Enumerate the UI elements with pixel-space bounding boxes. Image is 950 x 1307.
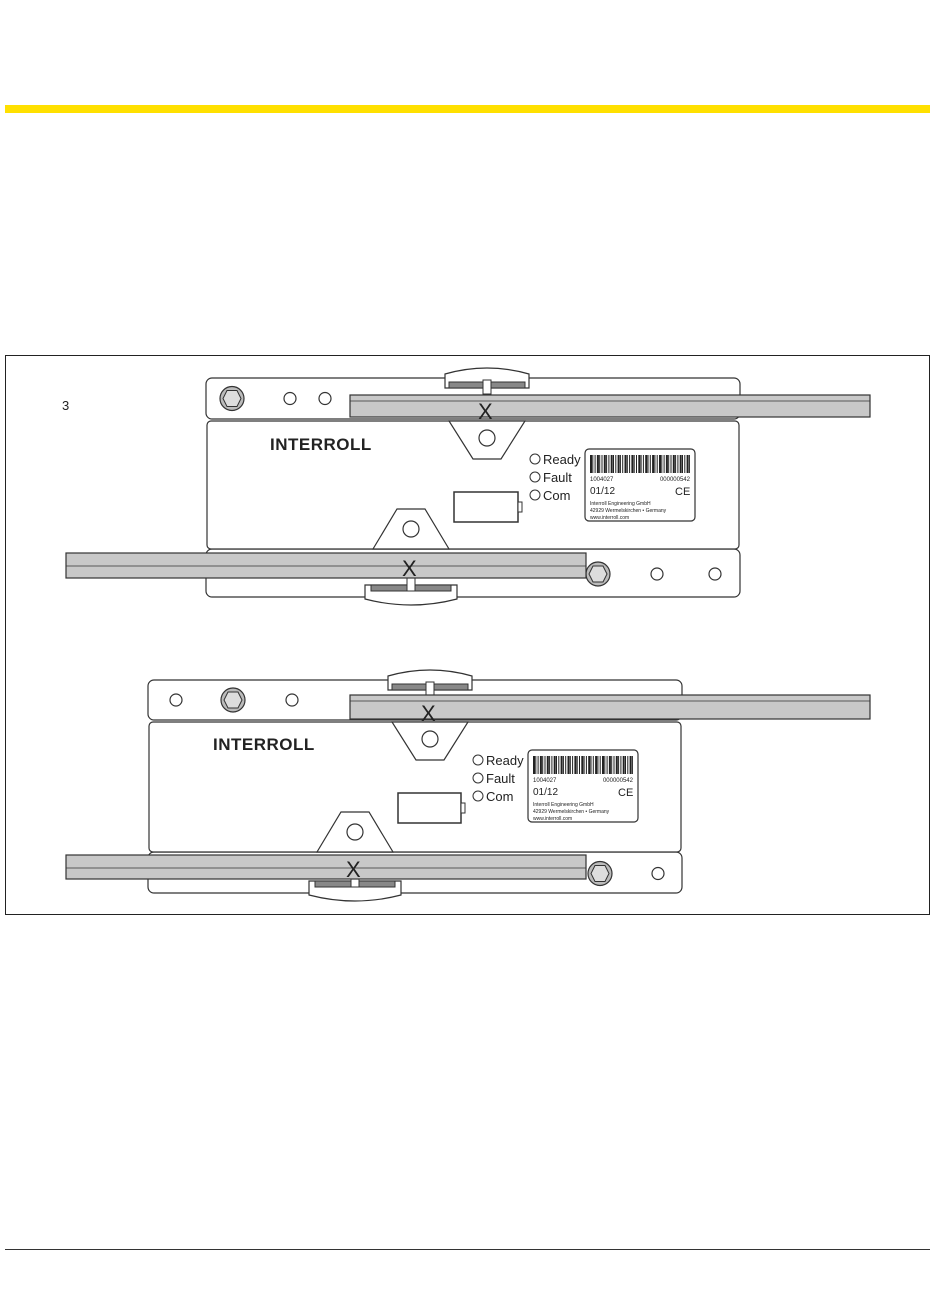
barcode-bar [558, 756, 559, 774]
led-indicator [530, 454, 540, 464]
barcode-bar [607, 756, 608, 774]
mounting-hole [709, 568, 721, 580]
label-address: 42929 Wermelskirchen • Germany [533, 809, 610, 815]
barcode-bar [554, 756, 556, 774]
barcode-bar [661, 455, 662, 473]
barcode-bar [636, 455, 637, 473]
barcode-bar [657, 455, 658, 473]
barcode-bar [568, 756, 570, 774]
led-label: Com [543, 488, 571, 503]
led-indicator [473, 755, 483, 765]
barcode-bar [615, 455, 616, 473]
clamp-pin [426, 682, 434, 696]
barcode-bar [561, 756, 563, 774]
barcode-bar [597, 455, 599, 473]
mounting-hole [651, 568, 663, 580]
label-website: www.interroll.com [590, 515, 630, 521]
device-top [66, 368, 870, 605]
barcode-bar [627, 455, 628, 473]
led-label: Fault [486, 771, 515, 786]
barcode-bar [689, 455, 690, 473]
barcode-bar [654, 455, 655, 473]
barcode-bar [542, 756, 543, 774]
barcode-bar [682, 455, 683, 473]
barcode-bar [634, 455, 635, 473]
bottom-cross-mark: X [402, 556, 417, 581]
mounting-hole [652, 868, 664, 880]
connector-tab [461, 803, 465, 813]
barcode-bar [602, 455, 603, 473]
barcode-bar [565, 756, 566, 774]
top-cross-mark: X [421, 701, 436, 726]
led-label: Ready [543, 452, 581, 467]
barcode-bar [606, 455, 607, 473]
barcode-bar [574, 756, 576, 774]
barcode-bar [588, 756, 590, 774]
led-indicator [530, 490, 540, 500]
footer-rule [5, 1249, 930, 1250]
barcode-bar [643, 455, 644, 473]
top-mounting-rail [350, 395, 870, 417]
barcode-bar [581, 756, 583, 774]
barcode-bar [631, 455, 633, 473]
led-indicator [473, 773, 483, 783]
label-company: Interroll Engineering GmbH [590, 501, 651, 507]
barcode-bar [535, 756, 536, 774]
device-bottom [66, 670, 870, 901]
barcode-bar [590, 455, 592, 473]
barcode-bar [675, 455, 676, 473]
barcode-bar [645, 455, 647, 473]
connector-port [398, 793, 461, 823]
barcode-bar [611, 756, 612, 774]
connector-port [454, 492, 518, 522]
led-label: Ready [486, 753, 524, 768]
barcode-bar [538, 756, 539, 774]
label-date: 01/12 [590, 486, 616, 497]
barcode-bar [629, 455, 630, 473]
barcode-bar [563, 756, 564, 774]
barcode-bar [659, 455, 661, 473]
barcode-bar [593, 756, 594, 774]
led-label: Com [486, 789, 514, 804]
barcode-bar [620, 455, 621, 473]
barcode-bar [579, 756, 580, 774]
barcode-bar [625, 756, 626, 774]
top-cross-mark: X [478, 399, 493, 424]
label-website: www.interroll.com [533, 816, 573, 822]
barcode-bar [641, 455, 642, 473]
barcode-bar [595, 756, 597, 774]
brand-logo: INTERROLL [270, 435, 372, 454]
connector-tab [518, 502, 522, 512]
barcode-bar [597, 756, 598, 774]
label-part-number: 1004027 [533, 778, 557, 784]
barcode-bar [611, 455, 613, 473]
label-serial-number: 000000542 [659, 477, 690, 483]
label-part-number: 1004027 [590, 477, 614, 483]
brand-logo: INTERROLL [213, 735, 315, 754]
ce-mark: CE [618, 787, 634, 799]
barcode-bar [671, 455, 672, 473]
barcode-bar [620, 756, 621, 774]
barcode-bar [599, 455, 600, 473]
mounting-hole [170, 694, 182, 706]
barcode-bar [650, 455, 651, 473]
barcode-bar [648, 455, 649, 473]
screw-hex-socket [589, 566, 607, 582]
barcode-bar [549, 756, 550, 774]
ce-mark: CE [675, 486, 691, 498]
barcode-bar [556, 756, 557, 774]
screw-hex-socket [223, 391, 241, 407]
barcode-bar [684, 455, 685, 473]
mounting-hole [284, 393, 296, 405]
bottom-mounting-rail [66, 553, 586, 578]
barcode-bar [570, 756, 571, 774]
barcode-bar [630, 756, 632, 774]
barcode-bar [592, 455, 593, 473]
barcode-bar [664, 455, 665, 473]
barcode-bar [545, 756, 546, 774]
barcode-bar [533, 756, 535, 774]
barcode-bar [616, 756, 618, 774]
barcode-bar [687, 455, 689, 473]
barcode-bar [586, 756, 587, 774]
label-company: Interroll Engineering GmbH [533, 802, 594, 808]
led-indicator [530, 472, 540, 482]
barcode-bar [618, 756, 619, 774]
barcode-bar [632, 756, 633, 774]
label-address: 42929 Wermelskirchen • Germany [590, 508, 667, 514]
barcode-bar [604, 756, 605, 774]
barcode-bar [595, 455, 596, 473]
barcode-bar [584, 756, 585, 774]
led-label: Fault [543, 470, 572, 485]
barcode-bar [613, 455, 614, 473]
label-serial-number: 000000542 [602, 778, 633, 784]
barcode-bar [540, 756, 542, 774]
barcode-bar [572, 756, 573, 774]
barcode-bar [627, 756, 628, 774]
screw-hex-socket [591, 866, 609, 882]
barcode-bar [551, 756, 552, 774]
barcode-bar [614, 756, 615, 774]
barcode-bar [623, 756, 625, 774]
bracket-hole [347, 824, 363, 840]
bottom-cross-mark: X [346, 857, 361, 882]
bracket-hole [403, 521, 419, 537]
barcode-bar [602, 756, 604, 774]
mounting-hole [319, 393, 331, 405]
led-indicator [473, 791, 483, 801]
barcode-bar [577, 756, 578, 774]
barcode-bar [591, 756, 592, 774]
barcode-bar [547, 756, 549, 774]
label-date: 01/12 [533, 787, 559, 798]
screw-hex-socket [224, 692, 242, 708]
mounting-hole [286, 694, 298, 706]
bottom-mounting-rail [66, 855, 586, 879]
barcode-bar [618, 455, 620, 473]
barcode-bar [600, 756, 601, 774]
bracket-hole [422, 731, 438, 747]
barcode-bar [668, 455, 669, 473]
bracket-hole [479, 430, 495, 446]
clamp-pin [483, 380, 491, 394]
barcode-bar [652, 455, 654, 473]
barcode-bar [622, 455, 623, 473]
barcode-bar [673, 455, 675, 473]
barcode-bar [638, 455, 640, 473]
figure-marker: 3 [62, 398, 70, 413]
barcode-bar [680, 455, 682, 473]
barcode-bar [608, 455, 609, 473]
barcode-bar [666, 455, 668, 473]
barcode-bar [604, 455, 606, 473]
barcode-bar [625, 455, 627, 473]
barcode-bar [609, 756, 611, 774]
barcode-bar [677, 455, 678, 473]
